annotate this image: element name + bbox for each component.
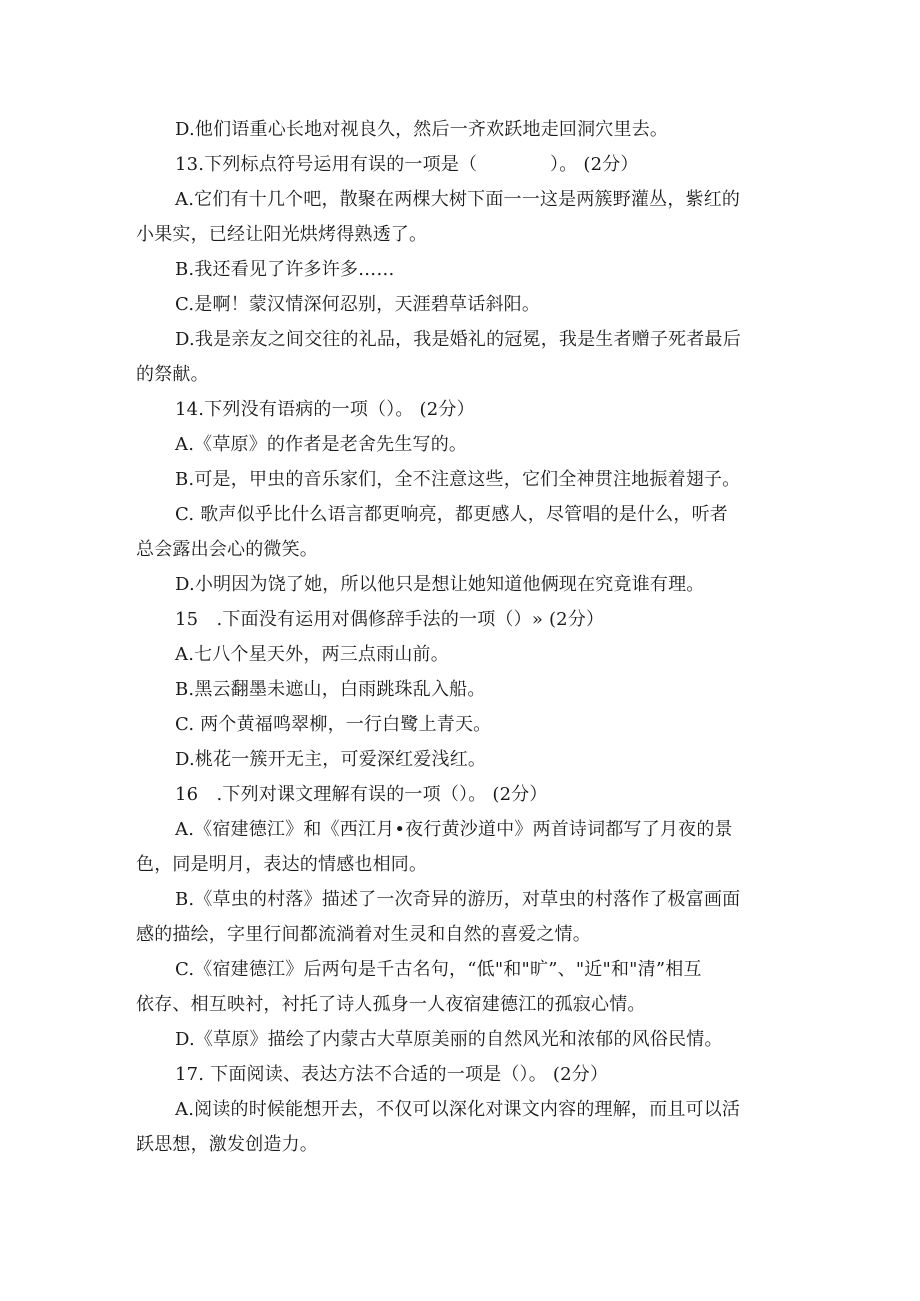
q14-question: 14.下列没有语病的一项（）。 (2分） xyxy=(175,399,475,420)
q14-option-a: A.《草原》的作者是老舍先生写的。 xyxy=(175,434,468,455)
q17-option-a: A.阅读的时候能想开去，不仅可以深化对课文内容的理解，而且可以活 xyxy=(175,1099,741,1120)
q15-option-a: A.七八个星天外，两三点雨山前。 xyxy=(175,644,449,665)
q14-option-b: B.可是，甲虫的音乐家们，全不注意这些，它们全神贯注地振着翅子。 xyxy=(175,469,741,490)
q16-option-a-cont: 色，同是明月，表达的情感也相同。 xyxy=(136,854,428,875)
q15-option-b: B.黑云翻墨未遮山，白雨跳珠乱入船。 xyxy=(175,679,486,700)
q17-option-a-cont: 跃思想，激发创造力。 xyxy=(136,1134,318,1155)
q13-option-a-cont: 小果实，已经让阳光烘烤得熟透了。 xyxy=(136,224,428,245)
q16-option-b: B.《草虫的村落》描述了一次奇异的游历，对草虫的村落作了极富画面 xyxy=(175,889,741,910)
q16-option-c: C.《宿建德江》后两句是千古名句，“低"和"旷”、"近"和"清”相互 xyxy=(175,959,702,980)
q13-option-c: C.是啊！蒙汉情深何忍别，天涯碧草话斜阳。 xyxy=(175,294,541,315)
q13-option-d-cont: 的祭献。 xyxy=(136,364,209,385)
q15-question: 15 .下面没有运用对偶修辞手法的一项（）» (2分） xyxy=(175,609,605,630)
q13-option-b: B.我还看见了许多许多…… xyxy=(175,259,395,280)
q14-option-c: C. 歌声似乎比什么语言都更响亮，都更感人，尽管唱的是什么，听者 xyxy=(175,504,728,525)
q12-option-d: D.他们语重心长地对视良久，然后一齐欢跃地走回洞穴里去。 xyxy=(175,119,669,140)
q16-question: 16 .下列对课文理解有误的一项（）。 (2分） xyxy=(175,784,548,805)
q16-option-b-cont: 感的描绘，字里行间都流淌着对生灵和自然的喜爱之情。 xyxy=(136,924,591,945)
q13-option-a: A.它们有十几个吧，散聚在两棵大树下面一一这是两簇野灌丛，紫红的 xyxy=(175,189,741,210)
q15-option-c: C. 两个黄福鸣翠柳，一行白鹭上青天。 xyxy=(175,714,492,735)
q15-option-d: D.桃花一簇开无主，可爱深红爱浅红。 xyxy=(175,749,487,770)
q16-option-a: A.《宿建德江》和《西江月•夜行黄沙道中》两首诗词都写了月夜的景 xyxy=(175,819,733,840)
q16-option-c-cont: 依存、相互映衬，衬托了诗人孤身一人夜宿建德江的孤寂心情。 xyxy=(136,994,646,1015)
q13-question: 13.下列标点符号运用有误的一项是（ ）。 (2分） xyxy=(175,154,639,175)
q13-option-d: D.我是亲友之间交往的礼品，我是婚礼的冠冕，我是生者赠子死者最后 xyxy=(175,329,741,350)
q17-question: 17. 下面阅读、表达方法不合适的一项是（）。 (2分） xyxy=(175,1064,609,1085)
q16-option-d: D.《草原》描绘了内蒙古大草原美丽的自然风光和浓郁的风俗民情。 xyxy=(175,1029,723,1050)
q14-option-c-cont: 总会露出会心的微笑。 xyxy=(136,539,318,560)
q14-option-d: D.小明因为饶了她，所以他只是想让她知道他俩现在究竟谁有理。 xyxy=(175,574,705,595)
